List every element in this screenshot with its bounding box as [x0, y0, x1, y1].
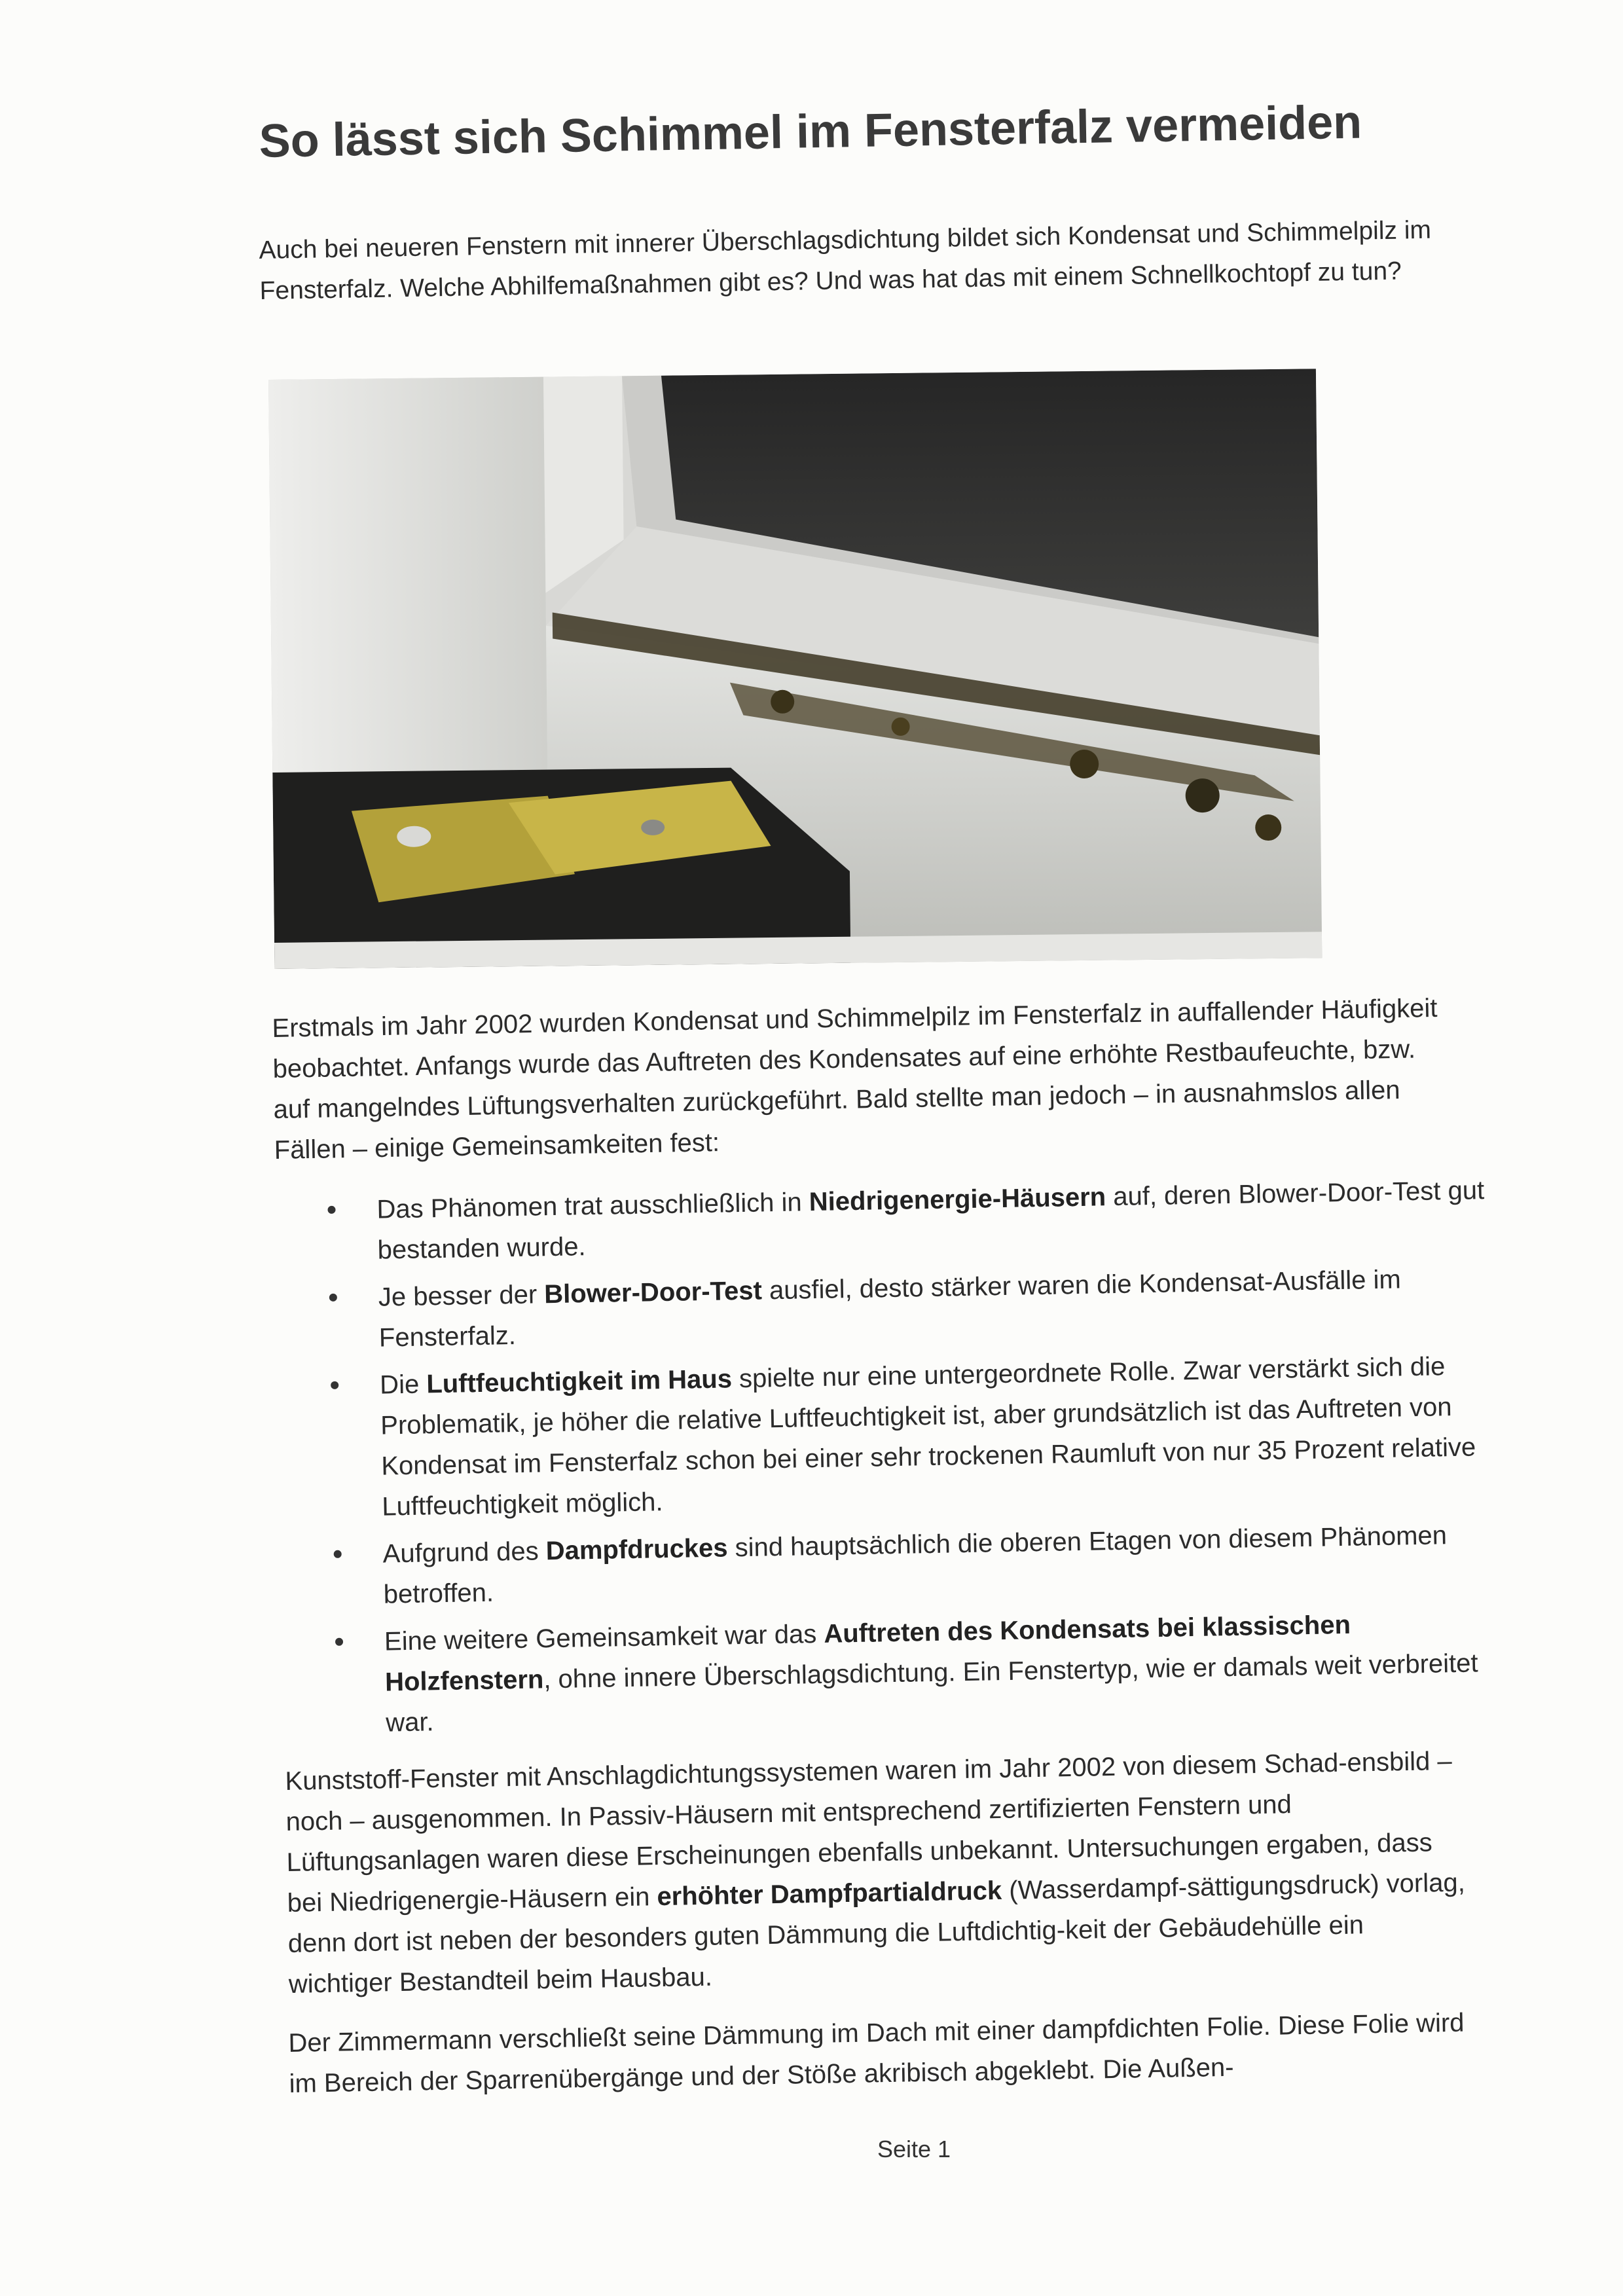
bullet-icon	[331, 1381, 338, 1389]
intro-paragraph: Auch bei neueren Fenstern mit innerer Überschlagsdichtung bildet sich Kondensat und Schimmelpilz im Fensterfalz. Welche Abhilfemaßnahmen gibt es? Und was hat das mit einem Schnellkochtopf zu tun?	[259, 215, 1432, 305]
list-item: Das Phänomen trat ausschließlich in Niedrigenergie-Häusern auf, deren Blower-Door-Test gut bestanden wurde.	[327, 1170, 1487, 1271]
list-item: Je besser der Blower-Door-Test ausfiel, desto stärker waren die Kondensat-Ausfälle im Fensterfalz.	[329, 1258, 1489, 1359]
list-item: Die Luftfeuchtigkeit im Haus spielte nur eine untergeordnete Rolle. Zwar verstärkt sich die Problematik, je höher die relative Luftfeuchtigkeit ist, aber grundsätzlich ist das Auftreten von Kondensat im Fensterfalz schon bei einer sehr trockenen Raumluft von nur 35 Prozent relative Luftfeuchtigkeit möglich.	[331, 1345, 1492, 1528]
list-item: Eine weitere Gemeinsamkeit war das Auftreten des Kondensats bei klassischen Holzfenstern, ohne innere Überschlagsdichtung. Ein Fenstertyp, wie er damals weit verbreitet war.	[335, 1602, 1496, 1744]
findings-list	[327, 1170, 1496, 1751]
page-number: Seite 1	[877, 2136, 951, 2162]
page-title: So lässt sich Schimmel im Fensterfalz vermeiden	[259, 96, 1362, 168]
body-paragraph-1: Erstmals im Jahr 2002 wurden Kondensat und Schimmelpilz im Fensterfalz in auffallender Häufigkeit beobachtet. Anfangs wurde das Auftreten des Kondensates auf eine erhöhte Restbaufeuchte, bzw. auf mangelndes Lüftungsverhalten zurückgeführt. Bald stellte man jedoch – in ausnahmslos allen Fällen – einige Gemeinsamkeiten fest:	[272, 993, 1438, 1165]
bullet-icon	[329, 1294, 337, 1302]
body-paragraph-3: Der Zimmermann verschließt seine Dämmung im Dach mit einer dampfdichten Folie. Diese Folie wird im Bereich der Sparrenübergänge und der Stöße akribisch abgeklebt. Die Außen-	[288, 2008, 1465, 2098]
bullet-icon	[335, 1638, 343, 1646]
bullet-icon	[327, 1206, 335, 1214]
photo-illustration	[268, 369, 1322, 969]
bullet-icon	[334, 1550, 342, 1558]
list-item: Aufgrund des Dampfdruckes sind hauptsächlich die oberen Etagen von diesem Phänomen betroffen.	[333, 1514, 1493, 1616]
body-paragraph-2: Kunststoff-Fenster mit Anschlagdichtungssystemen waren im Jahr 2002 von diesem Schad-ensbild – noch – ausgenommen. In Passiv-Häusern mit entsprechend zertifizierten Fenstern und Lüftungsanlagen waren diese Erscheinungen ebenfalls unbekannt. Untersuchungen ergaben, dass bei Niedrigenergie-Häusern ein erhöhter Dampfpartialdruck (Wasserdampf-sättigungsdruck) vorlag, denn dort ist neben der besonders guten Dämmung die Luftdichtig-keit der Gebäudehülle ein wichtiger Bestandteil beim Hausbau.	[285, 1746, 1466, 1999]
mold-window-photo	[268, 369, 1322, 969]
